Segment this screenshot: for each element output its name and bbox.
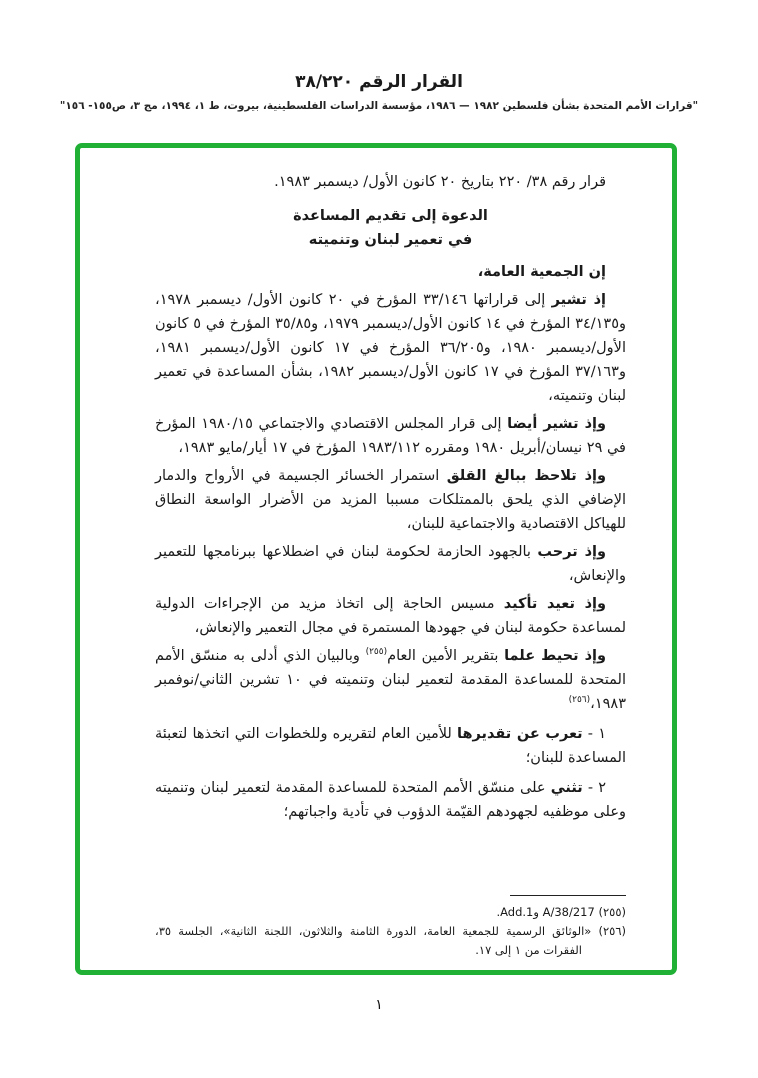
footnote-reference-255: (٢٥٥) [365,647,388,658]
page-number: ١ [375,997,383,1013]
preamble-paragraph-6 [155,644,626,716]
footnotes-section [155,895,626,960]
item-text: على منسّق الأمم المتحدة للمساعدة المقدمة لتعمير لبنان وتنميته وعلى موظفيه لجهودهم القيّمة الدؤوب في تأدية واجباتهم؛ [155,780,626,820]
preamble-paragraph-4 [155,540,626,588]
paragraph-text: إلى قراراتها ٣٣/١٤٦ المؤرخ في ٢٠ كانون الأول/ ديسمبر ١٩٧٨، و٣٤/١٣٥ المؤرخ في ١٤ كانون الأول/ديسمبر ١٩٧٩، و٣٥/٨٥ المؤرخ في ٥ كانون الأول/ديسمبر ١٩٨٠، و٣٦/٢٠٥ المؤرخ في ١٧ كانون الأول/ديسمبر ١٩٨١، و٣٧/١٦٣ المؤرخ في ١٧ كانون الأول/ديسمبر ١٩٨٢، بشأن المساعدة في تعمير لبنان وتنميته، [155,292,627,404]
preamble-paragraph-3 [155,464,626,536]
operative-item-1 [155,722,626,770]
footnote-255 [155,903,626,922]
paragraph-text: مسيس الحاجة إلى اتخاذ مزيد من الإجراءات الدولية لمساعدة حكومة لبنان في جهودها المستمرة في مجال التعمير والإنعاش، [155,596,626,636]
paragraph-lead: وإذ تعيد تأكيد [503,596,606,612]
paragraph-lead: إذ تشير [551,292,606,308]
footnote-divider [510,895,626,896]
preamble-paragraph-1 [155,288,626,408]
footnote-256 [155,922,626,960]
resolution-subtitle-line2: في تعمير لبنان وتنميته [308,232,473,248]
paragraph-text: بالجهود الحازمة لحكومة لبنان في اضطلاعها ببرنامجها للتعمير والإنعاش، [155,544,626,584]
footnote-text: «الوثائق الرسمية للجمعية العامة، الدورة الثامنة والثلاثون، اللجنة الثانية»، الجلسة ٣٥، الفقرات من ١ إلى ١٧. [155,924,592,957]
item-lead: تثني [550,780,583,796]
paragraph-text: استمرار الخسائر الجسيمة في الأرواح والدمار الإضافي الذي يلحق بالممتلكات مسببا المزيد من الأضرار الواسعة النطاق للهياكل الاقتصادية والاجتماعية للبنان، [155,468,626,532]
opening-phrase: إن الجمعية العامة، [477,264,606,280]
paragraph-lead: وإذ تلاحظ ببالغ القلق [446,468,607,484]
resolution-subtitle-line1: الدعوة إلى تقديم المساعدة [293,208,488,224]
paragraph-lead: وإذ تحيط علما [504,648,606,664]
document-frame [75,143,677,975]
resolution-number-heading: القرار الرقم ٣٨/٢٢٠ [295,72,463,92]
item-number: ٢ - [582,780,607,796]
preamble-paragraph-2 [155,412,626,460]
paragraph-text: وبالبيان الذي أدلى به منسّق الأمم المتحدة للمساعدة المقدمة لتعمير لبنان وتنميته في ١٠ تشرين الثاني/نوفمبر ١٩٨٣، [155,648,626,712]
item-lead: تعرب عن تقديرها [457,726,583,742]
footnote-marker: (٢٥٦) [598,924,626,938]
document-body [155,170,626,824]
item-text: للأمين العام لتقريره وللخطوات التي اتخذها لتعبئة المساعدة للبنان؛ [155,726,626,766]
footnote-text: A/38/217 وAdd.1. [496,905,595,919]
preamble-paragraph-5 [155,592,626,640]
paragraph-text: بتقرير الأمين العام [387,648,505,664]
footnote-marker: (٢٥٥) [598,905,626,919]
page-header [0,72,758,112]
paragraph-lead: وإذ ترحب [537,544,606,560]
source-citation: "قرارات الأمم المتحدة بشأن فلسطين ١٩٨٢ — ١٩٨٦، مؤسسة الدراسات الفلسطينية، بيروت، ط ١، ١٩٩٤، مج ٣، ص١٥٥- ١٥٦" [59,100,699,112]
paragraph-lead: وإذ تشير أيضا [507,416,606,432]
paragraph-text: إلى قرار المجلس الاقتصادي والاجتماعي ١٩٨٠/١٥ المؤرخ في ٢٩ نيسان/أبريل ١٩٨٠ ومقرره ١٩٨٣/١١٢ المؤرخ في ١٧ أيار/مايو ١٩٨٣، [155,416,626,456]
item-number: ١ - [582,726,606,742]
operative-item-2 [155,776,626,824]
footnote-reference-256: (٢٥٦) [568,695,591,706]
resolution-title: قرار رقم ٣٨/ ٢٢٠ بتاريخ ٢٠ كانون الأول/ ديسمبر ١٩٨٣. [274,174,606,190]
